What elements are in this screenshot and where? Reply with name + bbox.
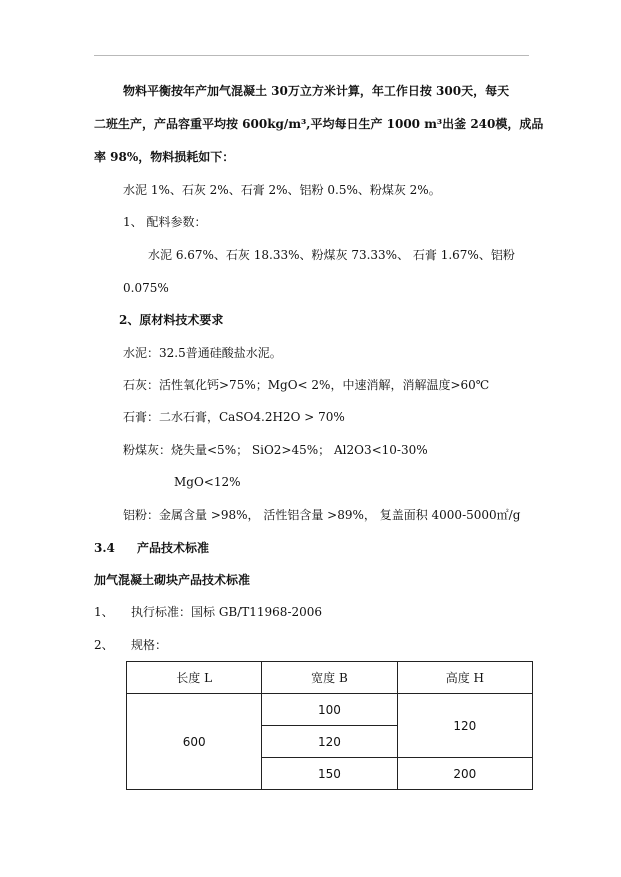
gypsum-requirement: 石膏：二水石膏，CaSO4.2H2O > 70% xyxy=(123,410,345,424)
materials-heading: 2、原材料技术要求 xyxy=(119,313,224,327)
table-header-row xyxy=(127,662,533,694)
header-width: 宽度 B xyxy=(262,662,397,694)
mix-heading: 1、 配料参数： xyxy=(123,215,207,229)
spec-table xyxy=(126,661,533,790)
flyash-mgo-requirement: MgO<12% xyxy=(174,475,241,489)
mix-line-1: 水泥 6.67%、石灰 18.33%、粉煤灰 73.33%、 石膏 1.67%、铝粉 xyxy=(148,248,515,262)
intro-line-3: 率 98%，物料损耗如下： xyxy=(94,150,235,164)
length-cell: 600 xyxy=(127,694,262,790)
mix-line-2: 0.075% xyxy=(123,281,169,295)
header-height: 高度 H xyxy=(397,662,532,694)
intro-line-1: 物料平衡按年产加气混凝土 30万立方米计算，年工作日按 300天，每天 xyxy=(123,84,510,98)
height-cell: 200 xyxy=(397,758,532,790)
height-cell: 120 xyxy=(397,694,532,758)
cement-requirement: 水泥：32.5普通硅酸盐水泥。 xyxy=(123,346,282,360)
lime-requirement: 石灰：活性氧化钙>75%；MgO< 2%，中速消解，消解温度>60℃ xyxy=(123,378,490,392)
section-subtitle: 加气混凝土砌块产品技术标准 xyxy=(94,573,251,587)
section-number: 3.4 xyxy=(94,541,115,555)
item-2-text: 规格： xyxy=(131,638,168,652)
header-rule xyxy=(94,55,529,56)
flyash-requirement: 粉煤灰：烧失量<5%； SiO2>45%； Al2O3<10-30% xyxy=(123,443,428,457)
item-1-text: 执行标准：国标 GB/T11968-2006 xyxy=(131,605,323,619)
width-cell: 100 xyxy=(262,694,397,726)
item-1-number: 1、 xyxy=(94,605,114,619)
section-title: 产品技术标准 xyxy=(137,541,210,555)
aluminum-requirement: 铝粉：金属含量 >98%， 活性铝含量 >89%， 复盖面积 4000-5000㎡/g xyxy=(123,508,521,522)
intro-line-2: 二班生产，产品容重平均按 600kg/m³,平均每日生产 1000 m³出釜 240模，成品 xyxy=(94,117,544,131)
header-length: 长度 L xyxy=(127,662,262,694)
width-cell: 150 xyxy=(262,758,397,790)
item-2-number: 2、 xyxy=(94,638,114,652)
table-row xyxy=(127,694,533,726)
width-cell: 120 xyxy=(262,726,397,758)
material-loss-line: 水泥 1%、石灰 2%、石膏 2%、铝粉 0.5%、粉煤灰 2%。 xyxy=(123,183,441,197)
